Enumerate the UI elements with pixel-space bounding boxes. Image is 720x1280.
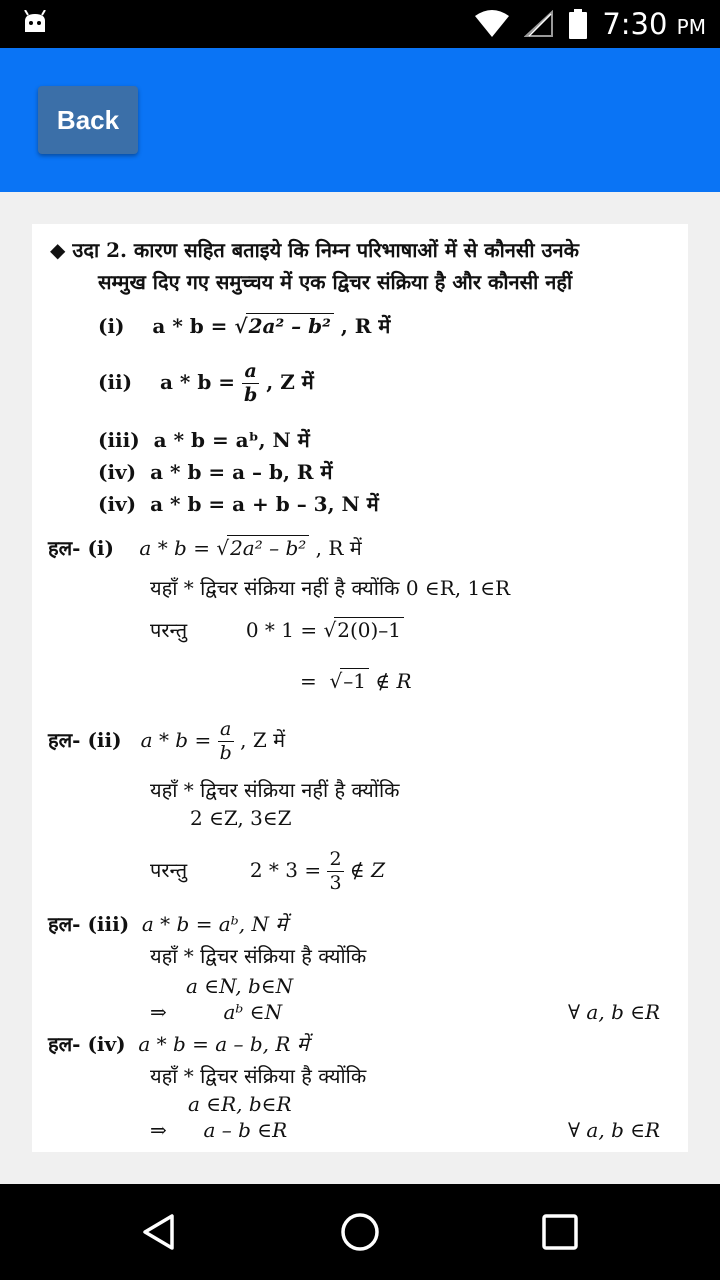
fraction: $\frac{2}{3}$ <box>329 848 342 894</box>
battery-icon <box>568 9 588 39</box>
cellular-signal-icon <box>524 10 554 38</box>
clock: 7:30 PM <box>602 7 706 41</box>
solution-iii-reason: यहाँ * द्विचर संक्रिया है क्योंकि <box>150 944 367 968</box>
bullet-diamond-icon: ◆ <box>50 238 66 262</box>
item-v: (iv) a * b = a + b – 3, N में <box>98 492 379 516</box>
solution-iii-members: a ∈N, b∈N <box>186 974 294 998</box>
solution-i-calc: परन्तु 0 * 1 = √2(0)–1 <box>150 616 404 643</box>
solution-ii-reason: यहाँ * द्विचर संक्रिया नहीं है क्योंकि <box>150 778 400 802</box>
fraction: $\frac{a}{b}$ <box>244 360 258 406</box>
solution-iii: हल- (iii) a * b = aᵇ, N में <box>48 912 288 936</box>
solution-i-result: = √–1 ∉ R <box>300 669 412 693</box>
fraction: $\frac{a}{b}$ <box>219 718 232 764</box>
item-iii: (iii) a * b = aᵇ, N में <box>98 428 310 452</box>
question-line-1: ◆ उदा 2. कारण सहित बताइये कि निम्न परिभाषाओं में से कौनसी उनके <box>50 238 579 262</box>
nav-back-icon[interactable] <box>136 1208 184 1256</box>
content-area <box>0 192 720 1184</box>
solution-iv-implies: ⇒ a – b ∈R <box>150 1118 288 1142</box>
back-button[interactable]: Back <box>38 86 138 154</box>
item-iv: (iv) a * b = a – b, R में <box>98 460 333 484</box>
solution-iv: हल- (iv) a * b = a – b, R में <box>48 1032 309 1056</box>
nav-home-icon[interactable] <box>336 1208 384 1256</box>
solution-ii: हल- (ii) a * b = $\frac{a}{b}$ , Z में <box>48 718 286 764</box>
solution-iv-reason: यहाँ * द्विचर संक्रिया है क्योंकि <box>150 1064 367 1088</box>
solution-ii-members: 2 ∈Z, 3∈Z <box>190 806 292 830</box>
nav-recents-icon[interactable] <box>536 1208 584 1256</box>
navigation-bar <box>0 1184 720 1280</box>
item-i: (i) a * b = √2a² – b² , R में <box>98 314 391 338</box>
android-notification-icon <box>22 10 48 34</box>
solution-iii-forall: ∀ a, b ∈R <box>568 1000 661 1024</box>
solution-iv-forall: ∀ a, b ∈R <box>568 1118 661 1142</box>
document-page-image[interactable] <box>32 224 688 1152</box>
wifi-icon <box>474 10 510 38</box>
status-bar <box>0 0 720 48</box>
solution-ii-calc: परन्तु 2 * 3 = $\frac{2}{3}$ ∉ Z <box>150 848 385 894</box>
solution-iv-members: a ∈R, b∈R <box>188 1092 292 1116</box>
question-line-2: सम्मुख दिए गए समुच्चय में एक द्विचर संक्रिया है और कौनसी नहीं <box>98 270 573 294</box>
solution-iii-implies: ⇒ aᵇ ∈N <box>150 1000 283 1024</box>
solution-i-reason: यहाँ * द्विचर संक्रिया नहीं है क्योंकि 0 ∈R, 1∈R <box>150 576 511 600</box>
solution-i: हल- (i) a * b = √2a² – b² , R में <box>48 536 362 560</box>
item-ii: (ii) a * b = $\frac{a}{b}$ , Z में <box>98 360 314 406</box>
